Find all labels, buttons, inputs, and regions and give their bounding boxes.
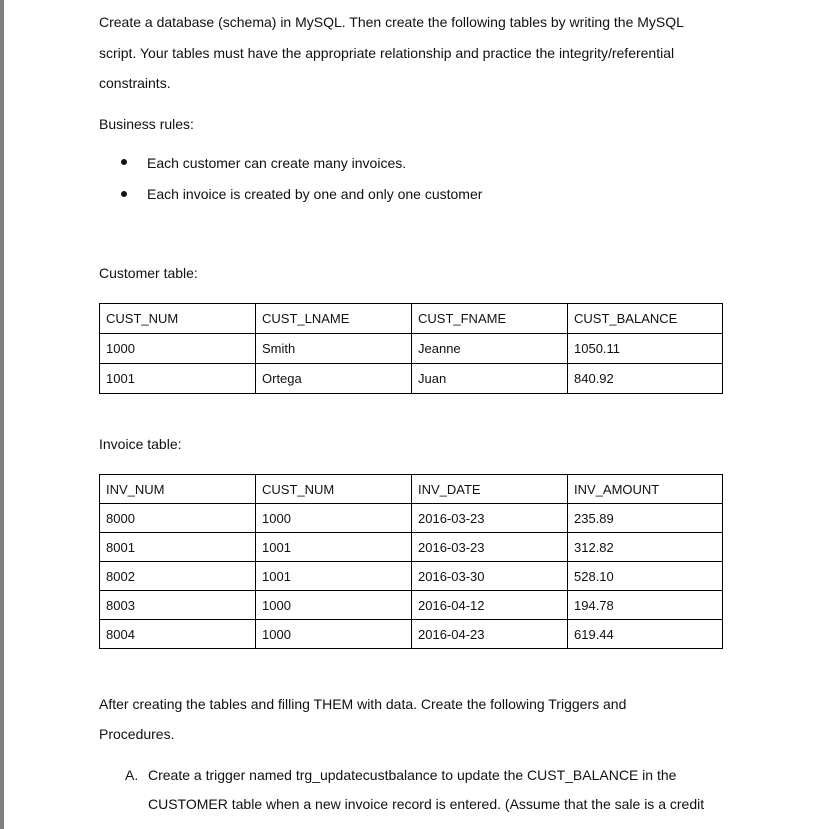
table-cell: Jeanne	[412, 334, 568, 364]
table-cell: 1001	[256, 533, 412, 562]
table-cell: 1050.11	[568, 334, 723, 364]
header-cell: CUST_FNAME	[412, 304, 568, 334]
table-cell: 840.92	[568, 364, 723, 394]
table-row	[100, 562, 723, 591]
table-header-row	[100, 304, 723, 334]
table-row	[100, 364, 723, 394]
intro-line-2: script. Your tables must have the appropriate relationship and practice the integrity/referential	[99, 45, 675, 61]
header-cell: CUST_LNAME	[256, 304, 412, 334]
business-rules-heading: Business rules:	[99, 116, 194, 132]
table-cell: 8003	[100, 591, 256, 620]
bullet-icon	[121, 191, 127, 197]
table-cell: 8002	[100, 562, 256, 591]
table-row	[100, 620, 723, 649]
header-cell: CUST_NUM	[256, 475, 412, 504]
task-marker: A.	[125, 767, 139, 783]
table-cell: Juan	[412, 364, 568, 394]
table-cell: 8000	[100, 504, 256, 533]
header-cell: INV_AMOUNT	[568, 475, 723, 504]
invoice-table-caption: Invoice table:	[99, 436, 182, 452]
task-a-line-1: Create a trigger named trg_updatecustbalance to update the CUST_BALANCE in the	[148, 767, 677, 783]
table-cell: 2016-03-23	[412, 533, 568, 562]
table-row	[100, 504, 723, 533]
table-cell: 1001	[256, 562, 412, 591]
header-cell: CUST_BALANCE	[568, 304, 723, 334]
table-cell: 194.78	[568, 591, 723, 620]
page-left-border	[0, 0, 4, 829]
table-cell: 528.10	[568, 562, 723, 591]
after-line-2: Procedures.	[99, 726, 175, 742]
table-cell: 2016-04-23	[412, 620, 568, 649]
table-cell: 8001	[100, 533, 256, 562]
table-cell: Smith	[256, 334, 412, 364]
table-cell: 2016-03-23	[412, 504, 568, 533]
table-cell: 2016-04-12	[412, 591, 568, 620]
business-rule-2: Each invoice is created by one and only one customer	[147, 186, 483, 202]
table-cell: 1000	[100, 334, 256, 364]
header-cell: INV_NUM	[100, 475, 256, 504]
table-cell: 619.44	[568, 620, 723, 649]
table-cell: 1000	[256, 620, 412, 649]
header-cell: CUST_NUM	[100, 304, 256, 334]
table-cell: 8004	[100, 620, 256, 649]
table-cell: 312.82	[568, 533, 723, 562]
intro-line-1: Create a database (schema) in MySQL. Then create the following tables by writing the MySQL	[99, 14, 684, 30]
customer-table	[99, 303, 723, 394]
table-row	[100, 591, 723, 620]
table-cell: 1001	[100, 364, 256, 394]
invoice-table	[99, 474, 723, 649]
table-cell: 235.89	[568, 504, 723, 533]
business-rule-1: Each customer can create many invoices.	[147, 155, 407, 171]
table-cell: 2016-03-30	[412, 562, 568, 591]
intro-line-3: constraints.	[99, 75, 171, 91]
table-header-row	[100, 475, 723, 504]
bullet-icon	[121, 159, 127, 165]
table-cell: Ortega	[256, 364, 412, 394]
after-line-1: After creating the tables and filling THEM with data. Create the following Triggers and	[99, 696, 627, 712]
task-a-line-2: CUSTOMER table when a new invoice record is entered. (Assume that the sale is a credit	[148, 796, 705, 812]
table-cell: 1000	[256, 504, 412, 533]
table-row	[100, 334, 723, 364]
header-cell: INV_DATE	[412, 475, 568, 504]
table-row	[100, 533, 723, 562]
table-cell: 1000	[256, 591, 412, 620]
customer-table-caption: Customer table:	[99, 265, 198, 281]
